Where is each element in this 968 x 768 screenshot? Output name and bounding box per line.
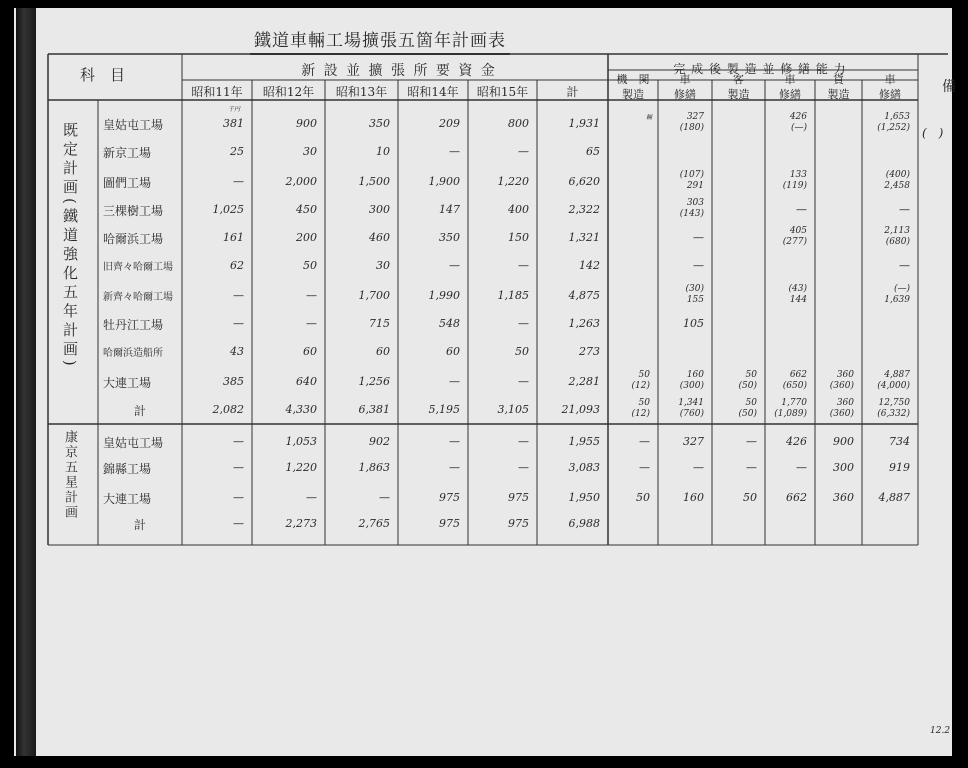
table-cell-y13: 1,500 [358,175,390,188]
table-cell-frt_repair: 4,887 [878,491,910,504]
table-cell-total: 1,263 [568,317,600,330]
table-cell-total: 21,093 [561,403,600,416]
table-cell-loco_repair: — [693,259,704,272]
table-cell-loco_repair: 327 [683,435,704,448]
table-cell-frt_repair: — [899,203,910,216]
row-name: 旧齊々哈爾工場 [103,262,173,273]
table-cell-y12: — [306,289,317,302]
table-cell-y11: — [233,517,244,530]
row-name: 牡丹江工場 [103,318,164,332]
table-cell-y14: — [449,435,460,448]
table-cell-y15: 3,105 [497,403,529,416]
table-cell-y15: 50 [515,345,529,358]
table-cell-y11: 385 [223,375,244,388]
row-name: 哈爾浜造船所 [103,348,163,359]
table-cell-y15: — [518,259,529,272]
table-cell-y11: 62 [230,259,244,272]
table-cell-loco_make: — [639,461,650,474]
table-cell-y14: — [449,145,460,158]
table-cell-frt_repair: (—) 1,639 [884,284,910,305]
table-cell-loco_repair: 105 [683,317,704,330]
table-cell-y15: — [518,461,529,474]
table-cell-pass_make: — [746,435,757,448]
table-cell-y14: 5,195 [428,403,460,416]
table-cell-loco_make: — [639,435,650,448]
table-cell-y15: — [518,145,529,158]
year-header: 昭和13年 [335,85,388,99]
capacity-column-header: 修繕 [879,88,901,101]
group-label-existing-plan: 既定計画(鐵道強化五年計画) [61,122,79,370]
table-cell-frt_repair: 2,113 (680) [884,226,910,247]
table-cell-y15: 975 [508,517,529,530]
year-header: 昭和15年 [476,85,529,99]
capacity-column-header: 製造 [622,88,644,101]
table-cell-y12: 4,330 [285,403,317,416]
table-cell-loco_repair: 303 (143) [679,198,704,219]
unit-cars: 輛 [646,114,653,121]
table-cell-y12: 640 [296,375,317,388]
edge-mark: ( ) [922,126,944,140]
table-cell-y14: — [449,461,460,474]
table-cell-pass_repair: 662 (650) [782,370,807,391]
row-name: 皇姑屯工場 [103,118,164,132]
table-cell-total: 4,875 [568,289,600,302]
year-header: 昭和11年 [191,85,243,99]
table-cell-y11: 161 [223,231,244,244]
year-header: 昭和14年 [407,85,459,99]
table-cell-pass_make: 50 [743,491,757,504]
table-cell-y11: — [233,175,244,188]
row-name: 計 [134,518,147,532]
table-cell-y14: — [449,259,460,272]
table-cell-y13: 715 [369,317,390,330]
table-cell-y11: 43 [230,345,244,358]
table-cell-y13: 902 [369,435,390,448]
table-cell-frt_make: 360 [833,491,854,504]
row-name: 新京工場 [103,146,152,160]
table-cell-y15: 975 [508,491,529,504]
table-cell-y13: 60 [376,345,390,358]
table-cell-y11: 381 [223,117,244,130]
header-subject: 科 目 [80,66,126,84]
year-header: 計 [566,85,579,99]
page-number: 12.2 [930,726,951,736]
table-cell-y14: 975 [439,517,460,530]
table-cell-pass_make: — [746,461,757,474]
row-name: 大連工場 [103,492,152,506]
table-cell-loco_repair: — [693,461,704,474]
row-name: 圖們工場 [103,176,152,190]
table-cell-y13: 1,863 [358,461,390,474]
table-cell-total: 1,931 [568,117,600,130]
table-cell-loco_repair: — [693,231,704,244]
capacity-column-header: 修繕 [779,88,801,101]
table-cell-total: 142 [579,259,600,272]
table-cell-y13: 30 [376,259,390,272]
table-cell-total: 1,321 [568,231,600,244]
table-cell-loco_make: 50 [636,491,650,504]
row-name: 哈爾浜工場 [103,232,164,246]
table-cell-y15: 1,220 [497,175,529,188]
row-name: 新齊々哈爾工場 [103,292,173,303]
table-cell-y14: 548 [439,317,460,330]
row-name: 三棵樹工場 [103,204,164,218]
table-cell-frt_repair: 1,653 (1,252) [877,112,910,133]
table-cell-total: 2,281 [568,375,600,388]
table-cell-frt_repair: 734 [889,435,910,448]
table-cell-pass_repair: 662 [786,491,807,504]
table-cell-y13: 2,765 [358,517,390,530]
year-header: 昭和12年 [262,85,315,99]
row-name: 皇姑屯工場 [103,436,164,450]
table-cell-loco_repair: 1,341 (760) [678,398,704,419]
table-cell-total: 6,620 [568,175,600,188]
table-cell-y11: — [233,317,244,330]
table-cell-y12: 200 [296,231,317,244]
table-cell-total: 1,955 [568,435,600,448]
table-cell-y15: — [518,435,529,448]
table-cell-y12: 30 [303,145,317,158]
table-cell-frt_repair: (400) 2,458 [884,170,910,191]
table-cell-y11: 1,025 [212,203,244,216]
table-cell-pass_repair: — [796,203,807,216]
capacity-sub-header: 貨 [833,73,844,86]
table-cell-total: 3,083 [568,461,600,474]
table-cell-y14: 975 [439,491,460,504]
table-cell-loco_make: 50 (12) [631,370,650,391]
row-name: 錦縣工場 [103,462,152,476]
table-cell-y11: 25 [230,145,244,158]
table-cell-frt_make: 900 [833,435,854,448]
table-cell-y13: 350 [369,117,390,130]
group-label-second-plan: 康京五星計画 [62,430,77,520]
table-cell-y13: 1,256 [358,375,390,388]
table-cell-y13: — [379,491,390,504]
table-cell-total: 6,988 [568,517,600,530]
table-cell-frt_repair: 12,750 (6,332) [877,398,910,419]
table-cell-pass_make: 50 (50) [738,398,757,419]
table-cell-y13: 1,700 [358,289,390,302]
table-cell-y14: 60 [446,345,460,358]
table-cell-loco_repair: 160 (300) [679,370,704,391]
table-cell-y15: — [518,317,529,330]
table-cell-frt_make: 360 (360) [829,370,854,391]
table-cell-total: 2,322 [568,203,600,216]
table-cell-pass_make: 50 (50) [738,370,757,391]
table-cell-total: 273 [579,345,600,358]
table-cell-y13: 6,381 [358,403,390,416]
table-cell-y12: 900 [296,117,317,130]
table-cell-y15: — [518,375,529,388]
capacity-sub-header: 機 関 [616,73,650,86]
table-cell-y13: 460 [369,231,390,244]
table-cell-y12: 2,273 [285,517,317,530]
table-cell-loco_repair: 327 (180) [679,112,704,133]
table-cell-y15: 1,185 [497,289,529,302]
table-cell-frt_make: 300 [833,461,854,474]
table-cell-y14: 350 [439,231,460,244]
table-cell-y15: 150 [508,231,529,244]
table-cell-pass_repair: 1,770 (1,089) [774,398,807,419]
capacity-column-header: 修繕 [674,88,696,101]
table-cell-y11: — [233,435,244,448]
table-cell-frt_repair: 919 [889,461,910,474]
table-cell-y12: — [306,491,317,504]
table-cell-frt_repair: 4,887 (4,000) [877,370,910,391]
table-cell-y14: 147 [439,203,460,216]
table-cell-y12: 1,053 [285,435,317,448]
table-cell-loco_repair: (107) 291 [679,170,704,191]
table-cell-y11: 2,082 [212,403,244,416]
table-cell-y11: — [233,289,244,302]
table-cell-y15: 400 [508,203,529,216]
unit-yen: 千円 [228,106,241,113]
table-cell-y12: — [306,317,317,330]
table-cell-pass_repair: (43) 144 [788,284,807,305]
table-cell-loco_repair: (30) 155 [685,284,704,305]
table-cell-frt_repair: — [899,259,910,272]
table-cell-y14: — [449,375,460,388]
table-cell-loco_make: 50 (12) [631,398,650,419]
table-cell-pass_repair: — [796,461,807,474]
table-cell-y14: 1,900 [428,175,460,188]
header-investment: 新 設 並 擴 張 所 要 資 金 [301,63,497,79]
table-cell-y13: 10 [376,145,390,158]
table-cell-pass_repair: 426 (—) [789,112,807,133]
table-cell-y12: 450 [296,203,317,216]
header-capacity: 完 成 後 製 造 並 修 繕 能 力 [673,62,847,76]
capacity-column-header: 製造 [827,88,850,101]
table-cell-y14: 1,990 [428,289,460,302]
table-cell-pass_repair: 133 (119) [782,170,807,191]
table-cell-y13: 300 [369,203,390,216]
capacity-sub-header: 車 [784,73,796,86]
table-cell-y11: — [233,461,244,474]
table-cell-y12: 50 [303,259,317,272]
header-remarks-edge: 備 [942,79,956,95]
capacity-sub-header: 車 [884,73,896,86]
row-name: 計 [134,404,147,418]
capacity-sub-header: 客 [733,73,744,86]
table-cell-pass_repair: 426 [786,435,807,448]
document-title: 鐵道車輛工場擴張五箇年計画表 [250,26,510,55]
table-cell-y14: 209 [439,117,460,130]
row-name: 大連工場 [103,376,152,390]
table-cell-y11: — [233,491,244,504]
table-cell-y15: 800 [508,117,529,130]
capacity-column-header: 製造 [727,88,750,101]
table-cell-y12: 60 [303,345,317,358]
table-cell-total: 65 [586,145,600,158]
table-cell-loco_repair: 160 [683,491,704,504]
table-cell-y12: 1,220 [285,461,317,474]
table-cell-frt_make: 360 (360) [829,398,854,419]
table-cell-pass_repair: 405 (277) [782,226,807,247]
capacity-sub-header: 車 [679,73,691,86]
table-cell-y12: 2,000 [285,175,317,188]
table-cell-total: 1,950 [568,491,600,504]
